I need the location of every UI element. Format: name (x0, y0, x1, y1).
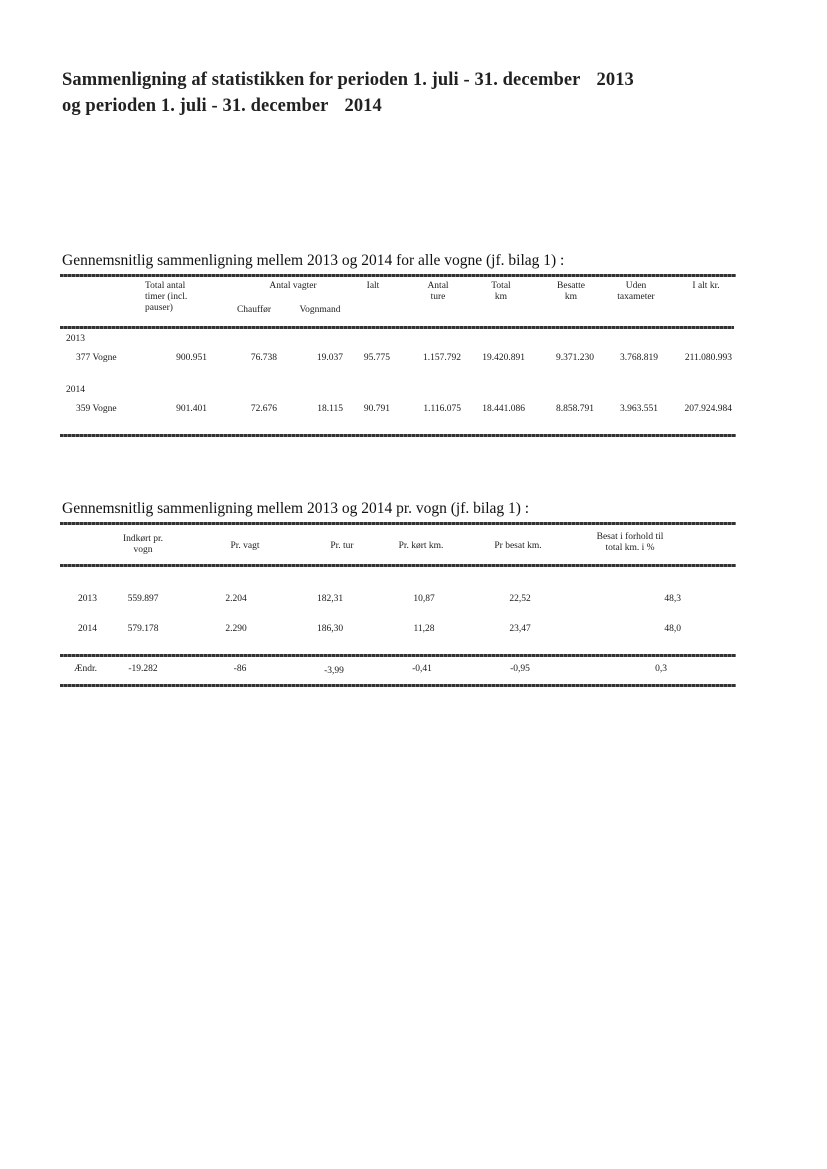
table2-row-label: 2013 (78, 594, 97, 604)
table2-header-rule (60, 564, 736, 567)
change-pr-vagt: -86 (233, 664, 247, 674)
table1-group-year: 2013 (66, 334, 85, 344)
table1-row-label: 377 Vogne (76, 353, 117, 363)
cell-indkort: 559.897 (127, 594, 159, 604)
header-ialt: Ialt (366, 281, 380, 291)
header-pr-besat-km: Pr besat km. (494, 541, 542, 551)
table2-row-label: 2014 (78, 624, 97, 634)
table1-heading: Gennemsnitlig sammenligning mellem 2013 og 2014 for alle vogne (jf. bilag 1) : (62, 252, 565, 269)
cell-pr-vagt: 2.204 (225, 594, 247, 604)
header-pr-tur: Pr. tur (330, 541, 354, 551)
cell-pr-kort-km: 10,87 (413, 594, 435, 604)
cell-uden-taxameter: 3.963.551 (620, 404, 658, 414)
cell-pr-besat-km: 22,52 (509, 594, 531, 604)
cell-besatte-km: 9.371.230 (556, 353, 594, 363)
cell-pr-tur: 186,30 (316, 624, 344, 634)
table1-group-year: 2014 (66, 385, 85, 395)
cell-besat-procent: 48,0 (664, 624, 681, 634)
change-row-label: Ændr. (74, 664, 97, 674)
header-uden-taxameter: Uden taxameter (617, 281, 655, 302)
table2-heading: Gennemsnitlig sammenligning mellem 2013 og 2014 pr. vogn (jf. bilag 1) : (62, 500, 530, 517)
header-antal-vagter: Antal vagter (269, 281, 317, 291)
header-besatte-km: Besatte km (557, 281, 585, 302)
table1-header-rule (60, 326, 734, 329)
cell-total-timer: 900.951 (176, 353, 207, 363)
header-total-km: Total km (491, 281, 511, 302)
cell-total-km: 19.420.891 (482, 353, 525, 363)
title-period-2: og perioden 1. juli - 31. december (62, 96, 329, 116)
cell-pr-tur: 182,31 (316, 594, 344, 604)
cell-total-km: 18.441.086 (482, 404, 525, 414)
change-pr-besat-km: -0,95 (510, 664, 530, 674)
header-total-antal: Total antal timer (incl. pauser) (145, 281, 188, 313)
table1-row-label: 359 Vogne (76, 404, 117, 414)
title-year-2: 2014 (344, 96, 382, 116)
title-period-1: Sammenligning af statistikken for perioden 1. juli - 31. december (62, 70, 581, 90)
page-title-line2 (62, 96, 382, 117)
change-pr-tur: -3,99 (324, 666, 344, 676)
cell-ialt-kr: 207.924.984 (684, 404, 732, 414)
cell-pr-vagt: 2.290 (225, 624, 247, 634)
cell-vognmand: 19.037 (316, 353, 343, 363)
cell-pr-besat-km: 23,47 (509, 624, 531, 634)
table1-bottom-rule (60, 434, 736, 437)
cell-ialt: 95.775 (363, 353, 390, 363)
cell-antal-ture: 1.116.075 (423, 404, 461, 414)
cell-pr-kort-km: 11,28 (413, 624, 435, 634)
cell-uden-taxameter: 3.768.819 (620, 353, 658, 363)
cell-besatte-km: 8.858.791 (556, 404, 594, 414)
header-pr-kort-km: Pr. kørt km. (398, 541, 444, 551)
change-pr-kort-km: -0,41 (412, 664, 432, 674)
table2-change-rule (60, 654, 736, 657)
table2-top-rule (60, 522, 736, 525)
header-vognmand: Vognmand (299, 305, 341, 315)
header-antal-ture: Antal ture (427, 281, 449, 302)
page-title-line1 (62, 70, 634, 91)
cell-vognmand: 18.115 (317, 404, 343, 414)
cell-total-timer: 901.401 (176, 404, 207, 414)
header-pr-vagt: Pr. vagt (230, 541, 260, 551)
cell-ialt: 90.791 (363, 404, 390, 414)
header-chauffor: Chauffør (236, 305, 272, 315)
cell-indkort: 579.178 (127, 624, 159, 634)
table1-top-rule (60, 274, 736, 277)
cell-chauffor: 72.676 (250, 404, 277, 414)
change-indkort: -19.282 (128, 664, 158, 674)
header-besat-procent: Besat i forhold til total km. i % (596, 532, 664, 553)
cell-antal-ture: 1.157.792 (423, 353, 461, 363)
title-year-1: 2013 (596, 70, 634, 90)
header-ialt-kr: I alt kr. (692, 281, 720, 291)
change-besat-procent: 0,3 (655, 664, 667, 674)
cell-besat-procent: 48,3 (664, 594, 681, 604)
cell-ialt-kr: 211.080.993 (684, 353, 732, 363)
table2-bottom-rule (60, 684, 736, 687)
cell-chauffor: 76.738 (250, 353, 277, 363)
header-indkort-pr-vogn: Indkørt pr. vogn (122, 534, 164, 555)
